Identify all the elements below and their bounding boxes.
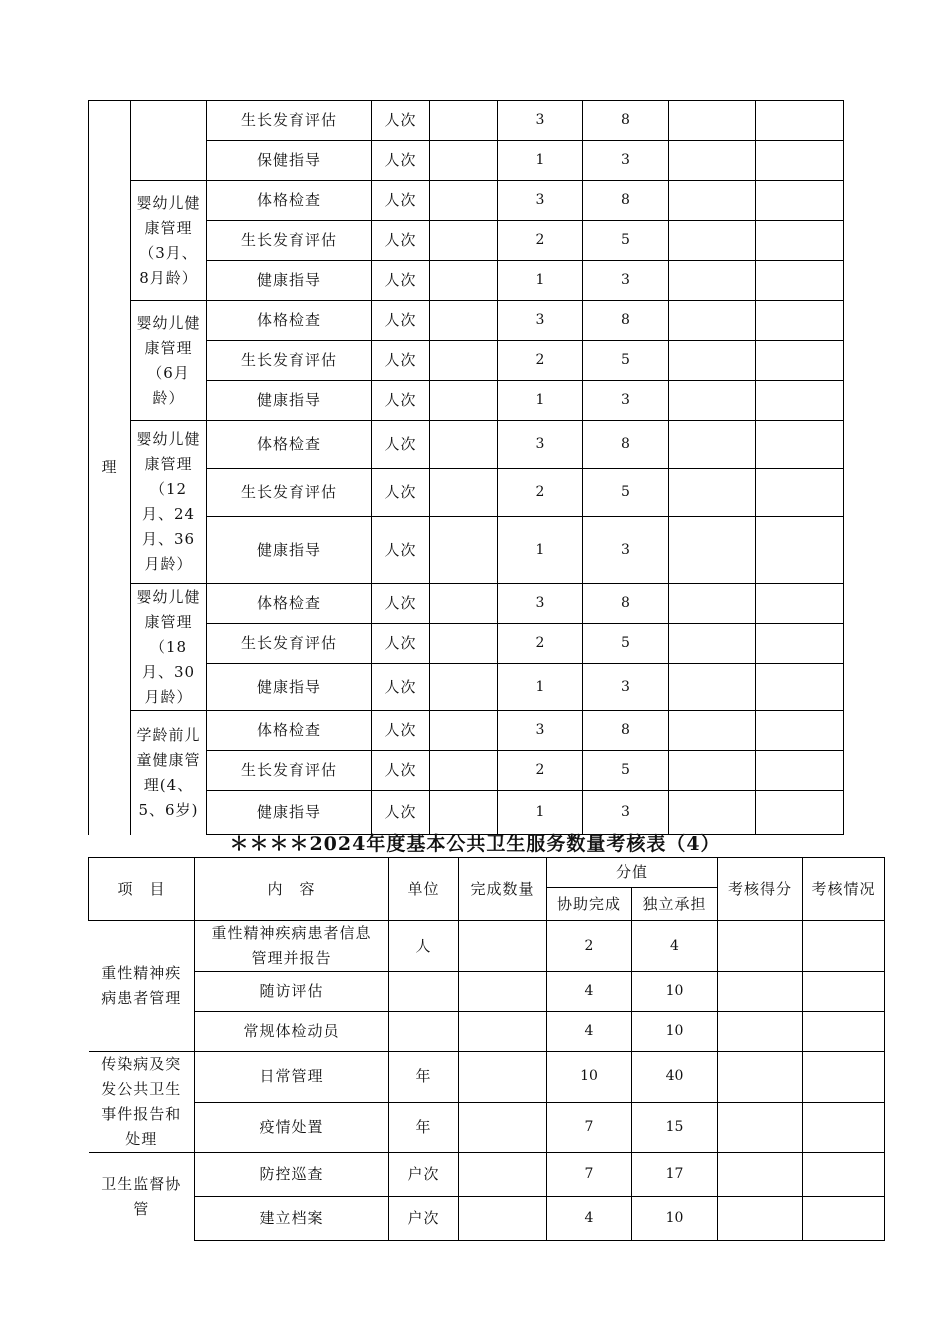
independent-score: 4 <box>632 921 718 972</box>
content-cell: 建立档案 <box>195 1197 389 1241</box>
assessment-status-cell <box>803 972 885 1012</box>
independent-score: 3 <box>583 791 669 835</box>
assessment-score-cell <box>669 711 756 751</box>
page-title: ＊＊＊＊2024年度基本公共卫生服务数量考核表（4） <box>229 833 721 855</box>
assessment-status-cell <box>756 751 844 791</box>
independent-score: 3 <box>583 381 669 421</box>
content-cell: 体格检查 <box>207 301 372 341</box>
assist-score: 3 <box>498 711 583 751</box>
independent-score: 5 <box>583 624 669 664</box>
assist-score: 3 <box>498 584 583 624</box>
unit-cell: 户次 <box>389 1197 459 1241</box>
completed-cell <box>430 181 498 221</box>
content-cell: 健康指导 <box>207 381 372 421</box>
group-label: 婴幼儿健康管理（18月、30月龄） <box>131 584 207 711</box>
table-row <box>89 301 844 341</box>
assessment-status-cell <box>803 1052 885 1103</box>
completed-cell <box>430 469 498 517</box>
group-label: 传染病及突发公共卫生事件报告和处理 <box>89 1052 195 1153</box>
content-cell: 健康指导 <box>207 791 372 835</box>
completed-cell <box>430 751 498 791</box>
unit-cell: 人次 <box>372 664 430 711</box>
assessment-score-cell <box>669 101 756 141</box>
completed-cell <box>459 1012 547 1052</box>
assessment-table <box>88 857 885 1241</box>
unit-cell: 人次 <box>372 181 430 221</box>
assessment-status-cell <box>756 301 844 341</box>
independent-score: 8 <box>583 301 669 341</box>
assist-score: 3 <box>498 301 583 341</box>
completed-cell <box>459 1052 547 1103</box>
header-content: 内 容 <box>195 858 389 921</box>
assessment-status-cell <box>756 664 844 711</box>
group-label: 婴幼儿健康管理（12月、24月、36月龄） <box>131 421 207 584</box>
assist-score: 2 <box>498 624 583 664</box>
completed-cell <box>430 664 498 711</box>
independent-score: 3 <box>583 261 669 301</box>
child-health-table <box>88 100 844 835</box>
content-cell: 保健指导 <box>207 141 372 181</box>
group-label: 卫生监督协管 <box>89 1153 195 1241</box>
assessment-score-cell <box>718 921 803 972</box>
content-cell: 生长发育评估 <box>207 341 372 381</box>
completed-cell <box>430 584 498 624</box>
independent-score: 3 <box>583 141 669 181</box>
completed-cell <box>430 421 498 469</box>
independent-score: 10 <box>632 972 718 1012</box>
completed-cell <box>459 1197 547 1241</box>
content-cell: 体格检查 <box>207 181 372 221</box>
header-unit: 单位 <box>389 858 459 921</box>
header-score: 分值 <box>547 858 718 888</box>
table-row <box>89 972 885 1012</box>
table-row <box>89 584 844 624</box>
assessment-score-cell <box>669 301 756 341</box>
completed-cell <box>459 972 547 1012</box>
assessment-score-cell <box>669 751 756 791</box>
assist-score: 3 <box>498 421 583 469</box>
content-cell: 生长发育评估 <box>207 751 372 791</box>
independent-score: 8 <box>583 101 669 141</box>
assist-score: 2 <box>498 341 583 381</box>
table-row <box>89 101 844 141</box>
assessment-status-cell <box>803 1197 885 1241</box>
unit-cell: 人次 <box>372 261 430 301</box>
table-row <box>89 921 885 972</box>
assessment-status-cell <box>756 469 844 517</box>
independent-score: 3 <box>583 517 669 584</box>
assessment-score-cell <box>669 221 756 261</box>
table-row <box>89 1197 885 1241</box>
unit-cell: 人次 <box>372 341 430 381</box>
independent-score: 17 <box>632 1153 718 1197</box>
assessment-status-cell <box>803 1012 885 1052</box>
assessment-score-cell <box>669 341 756 381</box>
assessment-score-cell <box>669 381 756 421</box>
assist-score: 4 <box>547 972 632 1012</box>
independent-score: 10 <box>632 1197 718 1241</box>
assist-score: 4 <box>547 1012 632 1052</box>
content-cell: 生长发育评估 <box>207 469 372 517</box>
unit-cell: 人次 <box>372 469 430 517</box>
independent-score: 5 <box>583 341 669 381</box>
completed-cell <box>430 624 498 664</box>
completed-cell <box>430 341 498 381</box>
header-row <box>89 858 885 888</box>
content-cell: 体格检查 <box>207 711 372 751</box>
assist-score: 2 <box>547 921 632 972</box>
completed-cell <box>459 921 547 972</box>
content-cell: 体格检查 <box>207 421 372 469</box>
completed-cell <box>430 101 498 141</box>
assessment-status-cell <box>803 1102 885 1153</box>
table-row <box>89 181 844 221</box>
independent-score: 8 <box>583 711 669 751</box>
unit-cell <box>389 1012 459 1052</box>
unit-cell: 年 <box>389 1102 459 1153</box>
content-cell: 随访评估 <box>195 972 389 1012</box>
content-cell: 疫情处置 <box>195 1102 389 1153</box>
assessment-status-cell <box>756 101 844 141</box>
independent-score: 8 <box>583 421 669 469</box>
assessment-status-cell <box>756 221 844 261</box>
assessment-status-cell <box>756 517 844 584</box>
independent-score: 3 <box>583 664 669 711</box>
content-cell: 日常管理 <box>195 1052 389 1103</box>
completed-cell <box>430 261 498 301</box>
content-cell: 防控巡查 <box>195 1153 389 1197</box>
assist-score: 7 <box>547 1153 632 1197</box>
assessment-status-cell <box>756 624 844 664</box>
completed-cell <box>430 141 498 181</box>
assist-score: 2 <box>498 221 583 261</box>
unit-cell: 人次 <box>372 624 430 664</box>
unit-cell: 人次 <box>372 101 430 141</box>
header-assist: 协助完成 <box>547 888 632 921</box>
completed-cell <box>459 1153 547 1197</box>
independent-score: 8 <box>583 584 669 624</box>
assessment-status-cell <box>756 141 844 181</box>
group-label: 学龄前儿童健康管理(4、5、6岁) <box>131 711 207 835</box>
table-row <box>89 1102 885 1153</box>
assessment-status-cell <box>756 181 844 221</box>
assessment-score-cell <box>718 1153 803 1197</box>
content-cell: 健康指导 <box>207 664 372 711</box>
assessment-score-cell <box>669 421 756 469</box>
assessment-status-cell <box>756 261 844 301</box>
assessment-status-cell <box>756 381 844 421</box>
assessment-score-cell <box>669 141 756 181</box>
assessment-score-cell <box>669 664 756 711</box>
table-row <box>89 711 844 751</box>
unit-cell: 人次 <box>372 221 430 261</box>
completed-cell <box>430 301 498 341</box>
independent-score: 8 <box>583 181 669 221</box>
assessment-score-cell <box>718 1052 803 1103</box>
assessment-score-cell <box>718 972 803 1012</box>
independent-score: 5 <box>583 469 669 517</box>
assessment-score-cell <box>718 1102 803 1153</box>
content-cell: 生长发育评估 <box>207 624 372 664</box>
content-cell: 常规体检动员 <box>195 1012 389 1052</box>
content-cell: 健康指导 <box>207 261 372 301</box>
independent-score: 15 <box>632 1102 718 1153</box>
unit-cell: 人次 <box>372 141 430 181</box>
header-assessment-status: 考核情况 <box>803 858 885 921</box>
assessment-score-cell <box>669 517 756 584</box>
unit-cell: 户次 <box>389 1153 459 1197</box>
assessment-score-cell <box>669 181 756 221</box>
assessment-status-cell <box>756 341 844 381</box>
table-row <box>89 421 844 469</box>
independent-score: 5 <box>583 751 669 791</box>
independent-score: 40 <box>632 1052 718 1103</box>
assist-score: 10 <box>547 1052 632 1103</box>
assist-score: 1 <box>498 791 583 835</box>
unit-cell: 人 <box>389 921 459 972</box>
independent-score: 10 <box>632 1012 718 1052</box>
assist-score: 1 <box>498 664 583 711</box>
content-cell: 健康指导 <box>207 517 372 584</box>
unit-cell: 人次 <box>372 711 430 751</box>
completed-cell <box>430 791 498 835</box>
assist-score: 3 <box>498 181 583 221</box>
assessment-score-cell <box>669 624 756 664</box>
unit-cell: 人次 <box>372 301 430 341</box>
assessment-status-cell <box>756 421 844 469</box>
unit-cell: 人次 <box>372 751 430 791</box>
category-cell: 理 <box>89 101 131 835</box>
content-cell: 体格检查 <box>207 584 372 624</box>
unit-cell <box>389 972 459 1012</box>
assist-score: 3 <box>498 101 583 141</box>
content-cell: 生长发育评估 <box>207 101 372 141</box>
content-cell: 重性精神疾病患者信息管理并报告 <box>195 921 389 972</box>
assist-score: 7 <box>547 1102 632 1153</box>
completed-cell <box>430 517 498 584</box>
table-row <box>89 1012 885 1052</box>
assessment-score-cell <box>669 261 756 301</box>
group-label: 婴幼儿健康管理（6月龄） <box>131 301 207 421</box>
completed-cell <box>430 221 498 261</box>
assessment-score-cell <box>718 1197 803 1241</box>
unit-cell: 年 <box>389 1052 459 1103</box>
unit-cell: 人次 <box>372 421 430 469</box>
header-independent: 独立承担 <box>632 888 718 921</box>
assessment-status-cell <box>756 791 844 835</box>
table-row <box>89 1153 885 1197</box>
assist-score: 1 <box>498 517 583 584</box>
assist-score: 2 <box>498 469 583 517</box>
completed-cell <box>430 381 498 421</box>
group-label: 婴幼儿健康管理（3月、8月龄） <box>131 181 207 301</box>
unit-cell: 人次 <box>372 584 430 624</box>
unit-cell: 人次 <box>372 791 430 835</box>
unit-cell: 人次 <box>372 381 430 421</box>
group-label <box>131 101 207 181</box>
assessment-status-cell <box>803 921 885 972</box>
assist-score: 1 <box>498 141 583 181</box>
header-completed: 完成数量 <box>459 858 547 921</box>
completed-cell <box>459 1102 547 1153</box>
independent-score: 5 <box>583 221 669 261</box>
header-assessment-score: 考核得分 <box>718 858 803 921</box>
assessment-score-cell <box>718 1012 803 1052</box>
table-row <box>89 1052 885 1103</box>
assessment-score-cell <box>669 469 756 517</box>
assist-score: 1 <box>498 381 583 421</box>
assessment-status-cell <box>756 711 844 751</box>
group-label: 重性精神疾病患者管理 <box>89 921 195 1052</box>
content-cell: 生长发育评估 <box>207 221 372 261</box>
assessment-score-cell <box>669 791 756 835</box>
header-project: 项 目 <box>89 858 195 921</box>
assist-score: 1 <box>498 261 583 301</box>
completed-cell <box>430 711 498 751</box>
assessment-score-cell <box>669 584 756 624</box>
assessment-status-cell <box>803 1153 885 1197</box>
assessment-status-cell <box>756 584 844 624</box>
assist-score: 4 <box>547 1197 632 1241</box>
unit-cell: 人次 <box>372 517 430 584</box>
assist-score: 2 <box>498 751 583 791</box>
